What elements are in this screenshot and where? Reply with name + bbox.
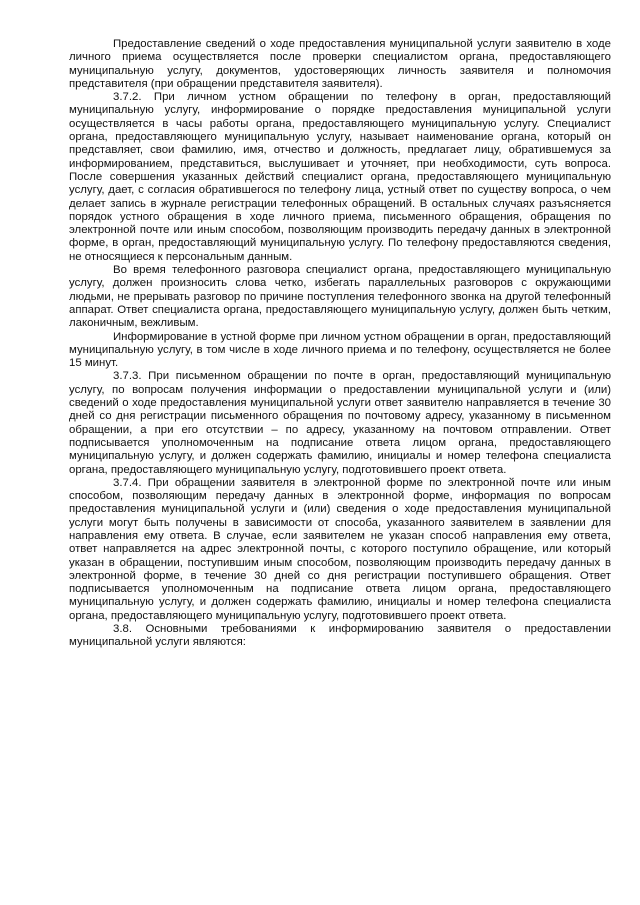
paragraph-oral-info-duration: Информирование в устной форме при личном устном обращении в орган, предоставляющий муниципальную услугу, в том числе в ходе личного приема и по телефону, осуществляется не более 15 минут.	[69, 330, 611, 370]
paragraph-3-7-4-electronic-inquiry: 3.7.4. При обращении заявителя в электронной форме по электронной почте или иным способом, позволяющим передачу данных в электронной форме, информация по вопросам предоставления муниципальной услуги и (или) сведения о ходе предоставления муниципальной услуги могут быть получены в зависимости от способа, указанного заявителем в заявлении для направления ему ответа. В случае, если заявителем не указан способ направления ему ответа, ответ направляется на адрес электронной почты, с которого поступило обращение, или который указан в обращении, поступившим иным способом, позволяющим производить передачу данных в электронной форме, в течение 30 дней со дня регистрации поступившего обращения. Ответ подписывается уполномоченным на подписание ответа лицом органа, предоставляющего муниципальную услугу, и должен содержать фамилию, инициалы и номер телефона специалиста органа, предоставляющего муниципальную услугу, подготовившего проект ответа.	[69, 476, 611, 622]
paragraph-phone-conversation-rules: Во время телефонного разговора специалист органа, предоставляющего муниципальную услугу, должен произносить слова четко, избегать параллельных разговоров с окружающими людьми, не прерывать разговор по причине поступления телефонного звонка на другой телефонный аппарат. Ответ специалиста органа, предоставляющего муниципальную услугу, должен быть четким, лаконичным, вежливым.	[69, 264, 611, 330]
paragraph-3-7-3-postal-inquiry: 3.7.3. При письменном обращении по почте в орган, предоставляющий муниципальную услугу, по вопросам получения информации о предоставлении муниципальной услуги и (или) сведений о ходе предоставления муниципальной услуги ответ заявителю направляется в течение 30 дней со дня регистрации письменного обращения по почтовому адресу, указанному в письменном обращении, а при его отсутствии – по адресу, указанному на почтовом отправлении. Ответ подписывается уполномоченным на подписание ответа лицом органа, предоставляющего муниципальную услугу, и должен содержать фамилию, инициалы и номер телефона специалиста органа, предоставляющего муниципальную услугу, подготовившего проект ответа.	[69, 370, 611, 476]
paragraph-3-8-requirements: 3.8. Основными требованиями к информированию заявителя о предоставлении муниципальной услуги являются:	[69, 623, 611, 649]
document-page	[69, 38, 611, 650]
paragraph-progress-info: Предоставление сведений о ходе предоставления муниципальной услуги заявителю в ходе личного приема осуществляется после проверки специалистом органа, предоставляющего муниципальную услугу, документов, удостоверяющих личность заявителя и полномочия представителя (при обращении представителя заявителя).	[69, 38, 611, 90]
paragraph-3-7-2-phone-inquiry: 3.7.2. При личном устном обращении по телефону в орган, предоставляющий муниципальную услугу, информирование о порядке предоставления муниципальной услуги осуществляется в часы работы органа, предоставляющего муниципальную услугу. Специалист органа, предоставляющего муниципальную услугу, называет наименование органа, который он представляет, свои фамилию, имя, отчество и должность, предлагает лицу, обратившемуся за информированием, представиться, выслушивает и уточняет, при необходимости, суть вопроса. После совершения указанных действий специалист органа, предоставляющего муниципальную услугу, дает, с согласия обратившегося по телефону лица, устный ответ по существу вопроса, о чем делает запись в журнале регистрации телефонных обращений. В остальных случаях разъясняется порядок устного обращения в ходе личного приема, письменного обращения, обращения по электронной почте или иным способом, позволяющим производить передачу данных в электронной форме, в орган, предоставляющий муниципальную услугу. По телефону предоставляются сведения, не относящиеся к персональным данным.	[69, 91, 611, 263]
